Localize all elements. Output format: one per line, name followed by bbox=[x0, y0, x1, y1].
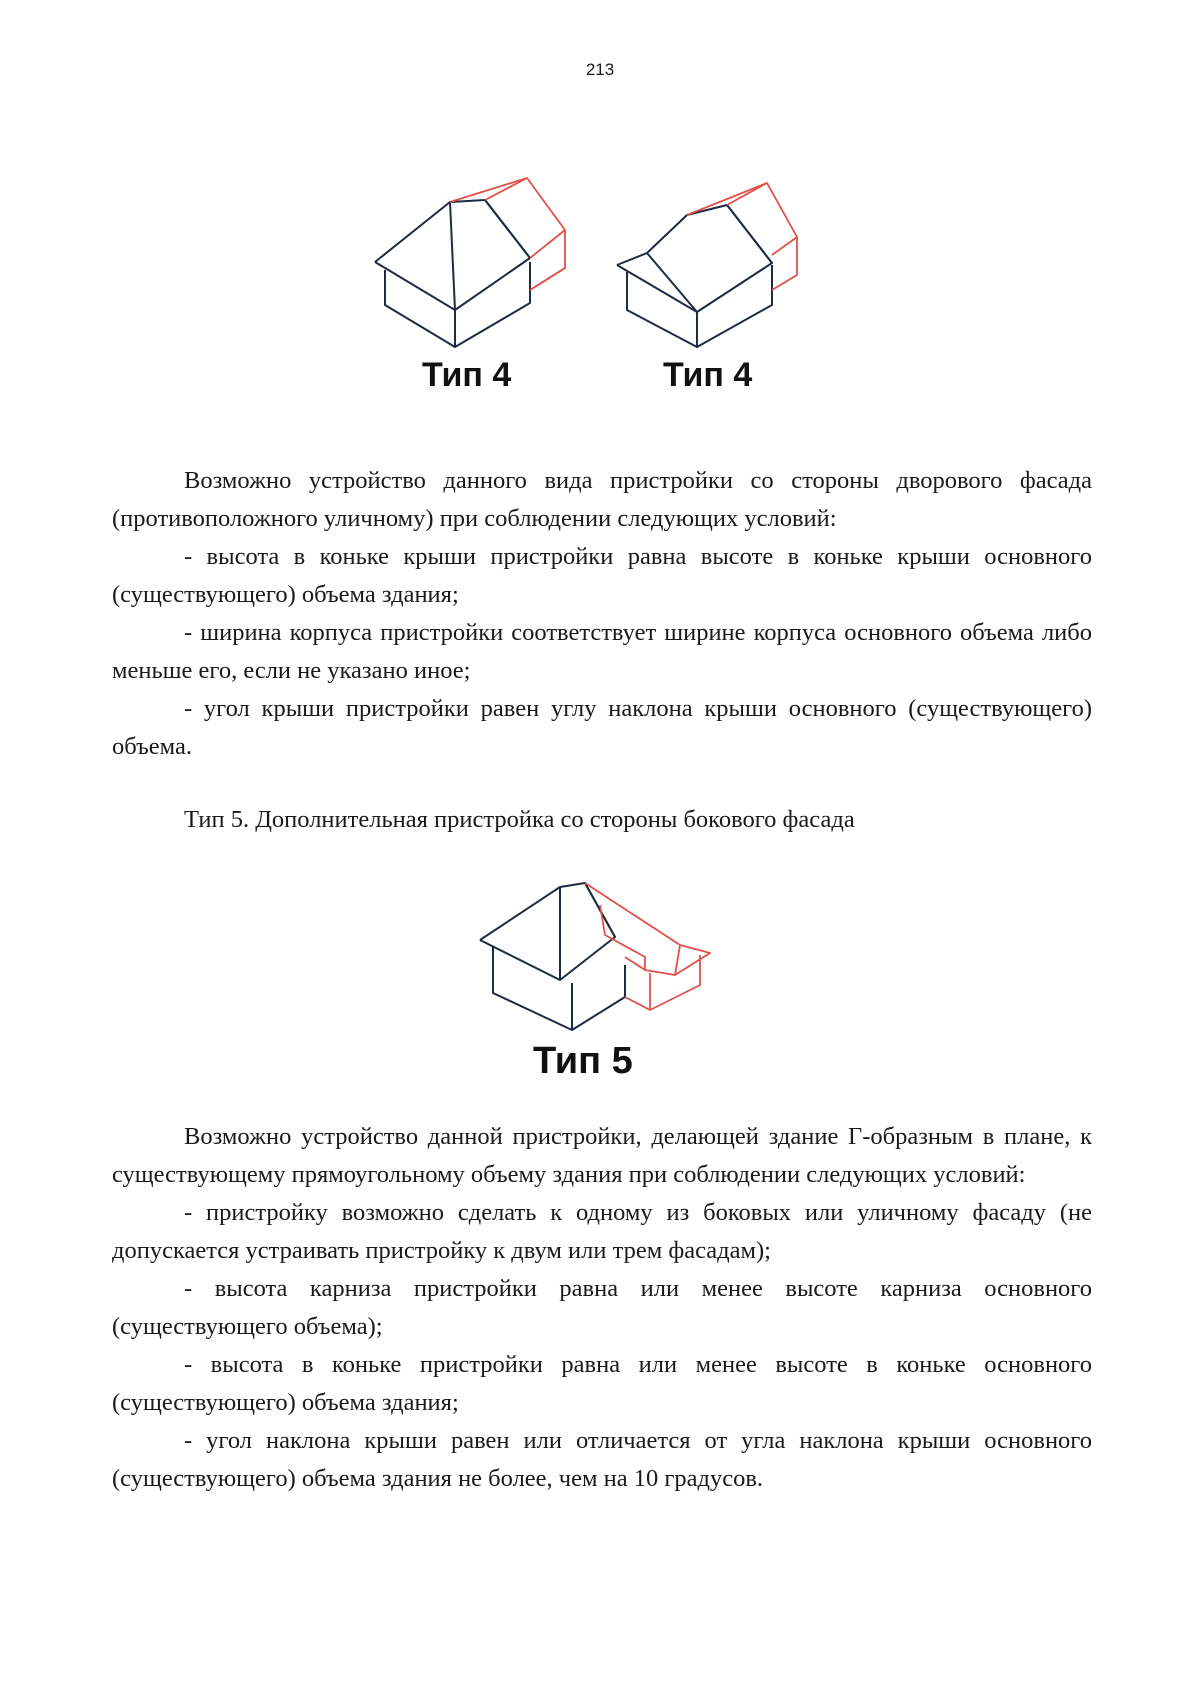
section1-item: - угол крыши пристройки равен углу наклона крыши основного (существующего) объема. bbox=[112, 695, 1092, 760]
section1-item: - высота в коньке крыши пристройки равна высоте в коньке крыши основного (существующего) объема здания; bbox=[112, 543, 1092, 608]
section2-intro: Возможно устройство данной пристройки, делающей здание Г-образным в плане, к существующему прямоугольному объему здания при соблюдении следующих условий: bbox=[112, 1123, 1092, 1188]
section2-item: - пристройку возможно сделать к одному из боковых или уличному фасаду (не допускается устраивать пристройку к двум или трем фасадам); bbox=[112, 1199, 1092, 1264]
section1-intro: Возможно устройство данного вида пристройки со стороны дворового фасада (противоположного уличному) при соблюдении следующих условий: bbox=[112, 467, 1092, 532]
figure-caption-type4-left: Тип 4 bbox=[422, 356, 512, 394]
section2-text bbox=[112, 1118, 1092, 1498]
figure-caption-type5: Тип 5 bbox=[533, 1040, 633, 1082]
page-number: 213 bbox=[585, 60, 615, 79]
house-type4-gable-illustration bbox=[612, 175, 832, 350]
section2-item: - угол наклона крыши равен или отличается от угла наклона крыши основного (существующего) объема здания не более, чем на 10 градусов. bbox=[112, 1427, 1092, 1492]
section2-item: - высота в коньке пристройки равна или менее высоте в коньке основного (существующего) объема здания; bbox=[112, 1351, 1092, 1416]
figure-caption-type4-right: Тип 4 bbox=[663, 356, 753, 394]
house-type5-illustration bbox=[475, 875, 725, 1035]
section1-text bbox=[112, 462, 1092, 766]
section2-item: - высота карниза пристройки равна или менее высоте карниза основного (существующего объема); bbox=[112, 1275, 1092, 1340]
house-type4-hip-illustration bbox=[370, 170, 590, 350]
heading-type5: Тип 5. Дополнительная пристройка со стороны бокового фасада bbox=[184, 806, 855, 833]
section1-item: - ширина корпуса пристройки соответствует ширине корпуса основного объема либо меньше его, если не указано иное; bbox=[112, 619, 1092, 684]
